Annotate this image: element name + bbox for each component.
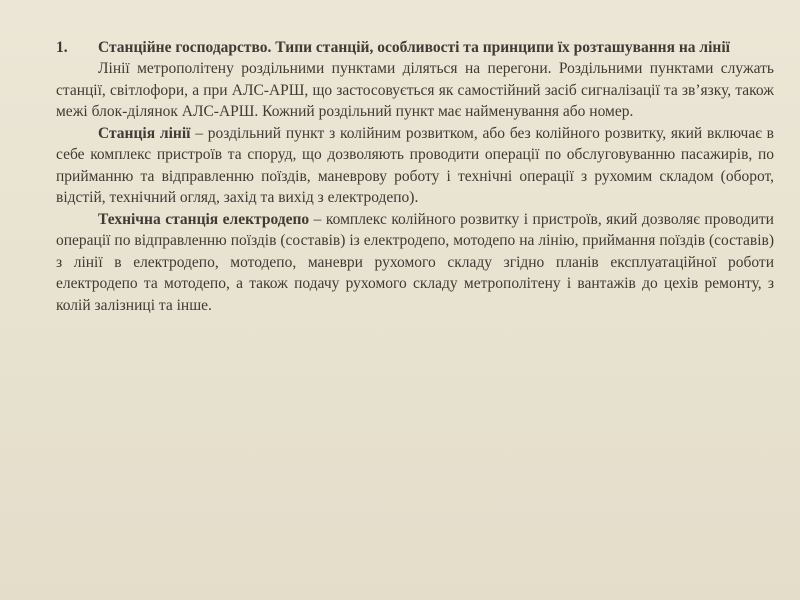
paragraph-text: – роздільний пункт з колійним розвитком, або без колійного розвитку, який включає в себе комплекс пристроїв та споруд, що дозволяють проводити операції по обслуговуванню пасажирів, по прийманню та відправленню поїздів, маневрову роботу і технічні операції з рухомим складом (оборот, відстій, технічний огляд, захід та вихід з електродепо). — [56, 124, 774, 206]
heading-number: 1. — [56, 39, 68, 56]
paragraph-line-station — [56, 123, 774, 209]
heading-title: Станційне господарство. Типи станцій, особливості та принципи їх розташування на лінії — [98, 39, 730, 56]
slide-content — [56, 38, 774, 316]
section-heading — [56, 38, 774, 58]
paragraph-separation-points — [56, 58, 774, 123]
term-line-station: Станція лінії — [98, 124, 191, 142]
paragraph-depot-station — [56, 209, 774, 317]
paragraph-text: Лінії метрополітену роздільними пунктами діляться на перегони. Роздільними пунктами служать станції, світлофори, а при АЛС-АРШ, що застосовується як самостійний засіб сигналізації та зв’язку, також межі блок-ділянок АЛС-АРШ. Кожний роздільний пункт має найменування або номер. — [56, 60, 774, 120]
paragraph-text: – комплекс колійного розвитку і пристроїв, який дозволяє проводити операції по відправленню поїздів (составів) із електродепо, мотодепо на лінію, приймання поїздів (составів) з лінії в електродепо, мотодепо, маневри рухомого складу згідно планів експлуатаційної роботи електродепо та мотодепо, а також подачу рухомого складу метрополітену і вантажів до цехів ремонту, з колій залізниці та інше. — [56, 210, 774, 314]
term-depot-station: Технічна станція електродепо — [98, 210, 310, 228]
